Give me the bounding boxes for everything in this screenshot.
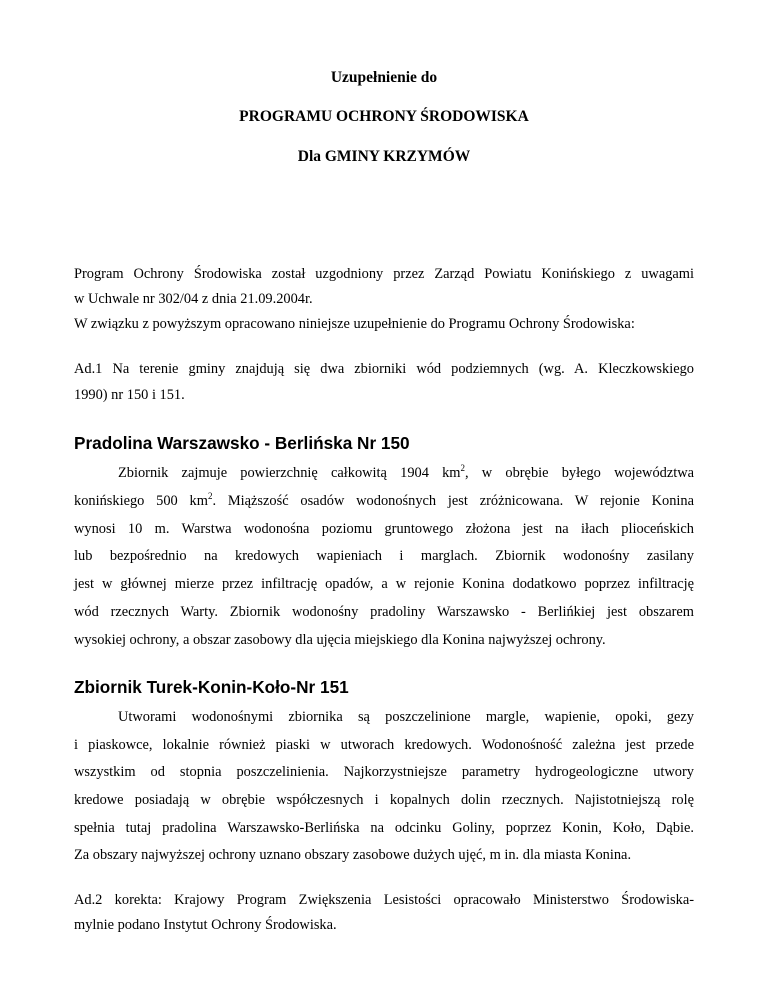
section-1-line-7: wysokiej ochrony, a obszar zasobowy dla ujęcia miejskiego dla Konina najwyższej ochrony. bbox=[74, 632, 606, 648]
s1l2-sup: 2 bbox=[207, 491, 213, 502]
s1l1-b: , w obrębie byłego województwa bbox=[465, 465, 694, 481]
section-1-line-2 bbox=[74, 492, 694, 510]
s1l1-a: Zbiornik zajmuje powierzchnię całkowitą 1904 km bbox=[118, 465, 461, 481]
section-2-line-5: spełnia tutaj pradolina Warszawsko-Berlińska na odcinku Goliny, poprzez Konin, Koło, Dąbie. bbox=[74, 820, 694, 836]
intro-line-2: w Uchwale nr 302/04 z dnia 21.09.2004r. bbox=[74, 291, 313, 307]
ad2-line-2: mylnie podano Instytut Ochrony Środowiska. bbox=[74, 917, 337, 933]
section-1-line-4: lub bezpośrednio na kredowych wapieniach i marglach. Zbiornik wodonośny zasilany bbox=[74, 548, 694, 564]
heading-line-1: Uzupełnienie do bbox=[330, 69, 438, 86]
intro-line-1: Program Ochrony Środowiska został uzgodniony przez Zarząd Powiatu Konińskiego z uwagami bbox=[74, 266, 694, 282]
s1l1-sup: 2 bbox=[460, 463, 465, 474]
section-2-line-2: i piaskowce, lokalnie również piaski w utworach kredowych. Wodonośność zależna jest przede bbox=[74, 737, 694, 753]
section-1-line-6: wód rzecznych Warty. Zbiornik wodonośny pradoliny Warszawsko - Berlińkiej jest obszarem bbox=[74, 604, 694, 620]
section-1-line-1 bbox=[118, 464, 694, 482]
section-1-title: Pradolina Warszawsko - Berlińska Nr 150 bbox=[74, 433, 410, 453]
section-2-line-3: wszystkim od stopnia poszczelinienia. Najkorzystniejsze parametry hydrogeologiczne utwory bbox=[74, 764, 694, 780]
intro-line-3: W związku z powyższym opracowano niniejsze uzupełnienie do Programu Ochrony Środowiska: bbox=[74, 316, 635, 332]
section-1-line-3: wynosi 10 m. Warstwa wodonośna poziomu gruntowego złożona jest na iłach plioceńskich bbox=[74, 521, 694, 537]
s1l2-a: konińskiego 500 km bbox=[74, 493, 208, 509]
heading-line-2: PROGRAMU OCHRONY ŚRODOWISKA bbox=[239, 108, 529, 125]
ad2-line-1: Ad.2 korekta: Krajowy Program Zwiększenia Lesistości opracowało Ministerstwo Środowiska- bbox=[74, 892, 694, 908]
section-2-line-4: kredowe posiadają w obrębie współczesnych i kopalnych dolin rzecznych. Najistotniejszą rolę bbox=[74, 792, 694, 808]
ad1-line-1: Ad.1 Na terenie gminy znajdują się dwa zbiorniki wód podziemnych (wg. A. Kleczkowskiego bbox=[74, 361, 694, 377]
heading-line-3: Dla GMINY KRZYMÓW bbox=[297, 148, 471, 165]
section-2-line-6: Za obszary najwyższej ochrony uznano obszary zasobowe dużych ujęć, m in. dla miasta Konina. bbox=[74, 847, 632, 863]
section-1-line-5: jest w głównej mierze przez infiltrację opadów, a w rejonie Konina dodatkowo poprzez infiltrację bbox=[74, 576, 694, 592]
section-2-title: Zbiornik Turek-Konin-Koło-Nr 151 bbox=[74, 677, 349, 697]
s1l2-b: . Miąższość osadów wodonośnych jest zróżnicowana. W rejonie Konina bbox=[212, 493, 694, 509]
section-2-line-1: Utworami wodonośnymi zbiornika są poszczelinione margle, wapienie, opoki, gezy bbox=[118, 709, 694, 725]
ad1-line-2: 1990) nr 150 i 151. bbox=[74, 387, 185, 403]
